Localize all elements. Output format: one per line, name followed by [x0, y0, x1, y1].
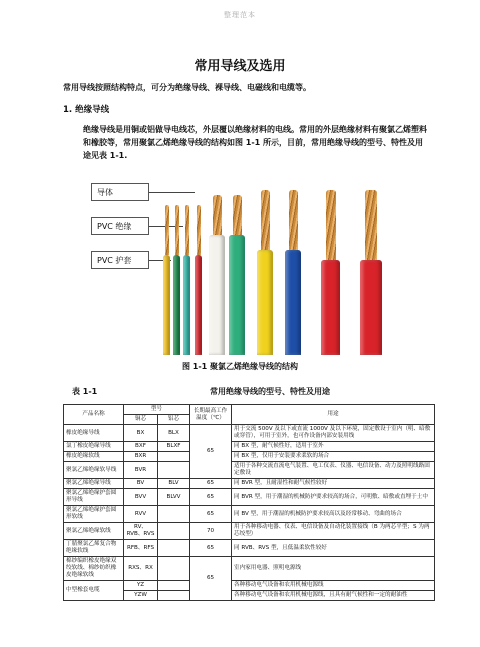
copper-conductor — [365, 190, 377, 260]
cable-sheath — [257, 250, 273, 355]
cell-copper: YZ — [124, 581, 158, 591]
cable-sheath — [285, 250, 301, 355]
page-title: 常用导线及选用 — [194, 59, 286, 74]
table-row — [64, 462, 435, 479]
header-aluminum: 铝芯 — [158, 415, 190, 425]
cell-name: 聚氯乙烯绝缘软导线 — [64, 462, 124, 479]
cell-copper: BXR — [124, 452, 158, 462]
copper-conductor — [233, 195, 242, 235]
cell-name: 氯丁橡皮绝缘导线 — [64, 442, 124, 452]
callout-pvc-sheath: PVC 护套 — [91, 251, 149, 269]
cell-copper: YZW — [124, 591, 158, 601]
table-title: 常用绝缘导线的型号、特性及用途 — [210, 387, 330, 396]
cable-sheath — [163, 255, 170, 355]
table-row — [64, 523, 435, 540]
cell-usage: 适用于各种交流直流电气装置、电工仪表、仪器、电信设备、动力及照明线路固定敷设 — [232, 462, 435, 479]
cell-temp: 65 — [190, 425, 232, 479]
copper-conductor — [213, 195, 222, 235]
section-paragraph: 绝缘导线是用铜或铝做导电线芯，外层覆以绝缘材料的电线。常用的外层绝缘材料有聚氯乙烯塑料和橡胶等，常用聚氯乙烯绝缘导线的结构如图 1-1 所示，目前，常用绝缘导线的型号、特性及用途见表 1-1. — [83, 125, 427, 160]
cell-aluminum — [158, 462, 190, 479]
cell-copper: BXF — [124, 442, 158, 452]
cell-usage: 同 BV 型，用于潮湿的机械防护要求较高以及经常移动、弯曲的场合 — [232, 506, 435, 523]
table-row — [64, 506, 435, 523]
table-row — [64, 557, 435, 581]
cell-aluminum — [158, 581, 190, 591]
cell-usage: 用于各种移动电器、仪表、电信设备及自动化装置接线（B 为两芯平型；S 为两芯绞型） — [232, 523, 435, 540]
cell-aluminum — [158, 540, 190, 557]
cell-copper: BVR — [124, 462, 158, 479]
cable-sheath — [195, 255, 202, 355]
header-copper: 铜芯 — [124, 415, 158, 425]
cell-copper: RVV — [124, 506, 158, 523]
cell-name: 聚氯乙烯绝缘导线 — [64, 479, 124, 489]
cell-temp: 70 — [190, 523, 232, 540]
callout-pvc-insulation: PVC 绝缘 — [91, 217, 149, 235]
cell-name: 聚氯乙烯绝缘护套圆形软线 — [64, 506, 124, 523]
header-name: 产品名称 — [64, 405, 124, 425]
table-row — [64, 489, 435, 506]
cell-temp: 65 — [190, 489, 232, 506]
cell-usage: 同 BX 型，仅用于安装要求柔软的场合 — [232, 452, 435, 462]
cell-name: 丁腈聚氯乙烯复合物绝缘软线 — [64, 540, 124, 557]
cell-name: 棉纱编织橡皮绝缘双绞软线、棉纱纺织橡皮绝缘软线 — [64, 557, 124, 581]
table-row — [64, 479, 435, 489]
copper-conductor — [261, 190, 270, 250]
cable-sheath — [321, 260, 340, 355]
cell-usage: 同 BVR 型，且耐湿性和耐气候性较好 — [232, 479, 435, 489]
cell-aluminum — [158, 452, 190, 462]
copper-conductor — [175, 205, 179, 255]
table-row — [64, 540, 435, 557]
copper-conductor — [326, 190, 336, 260]
cell-aluminum — [158, 506, 190, 523]
cable-sheath — [183, 255, 190, 355]
table-row — [64, 442, 435, 452]
cell-copper: BX — [124, 425, 158, 442]
callout-line — [149, 192, 195, 193]
cell-temp: 65 — [190, 557, 232, 601]
copper-conductor — [185, 205, 189, 255]
cable-sheath — [209, 235, 225, 355]
watermark: 整理范本 — [224, 11, 256, 19]
cell-usage: 各种移动电气设备和农用机械电源线，且具有耐气候性和一定的耐油性 — [232, 591, 435, 601]
cell-copper: RV、RVB、RVS — [124, 523, 158, 540]
cell-aluminum: BLV — [158, 479, 190, 489]
cell-copper: RFB、RFS — [124, 540, 158, 557]
cable-sheath — [360, 260, 382, 355]
section-heading: 1. 绝缘导线 — [63, 105, 110, 115]
cell-name: 中型橡套电缆 — [64, 581, 124, 601]
copper-conductor — [165, 205, 169, 255]
cell-temp: 65 — [190, 540, 232, 557]
cell-aluminum: BLXF — [158, 442, 190, 452]
table-row — [64, 452, 435, 462]
cell-usage: 各种移动电气设备和农用机械电源线 — [232, 581, 435, 591]
cell-name: 橡皮绝缘导线 — [64, 425, 124, 442]
copper-conductor — [289, 190, 298, 250]
cell-aluminum — [158, 591, 190, 601]
table-row — [64, 581, 435, 591]
cell-temp: 65 — [190, 479, 232, 489]
table-row — [64, 425, 435, 442]
cell-usage: 同 RVB、RVS 型，且低温柔软性较好 — [232, 540, 435, 557]
cell-name: 聚氯乙烯绝缘护套圆形导线 — [64, 489, 124, 506]
cell-copper: BV — [124, 479, 158, 489]
cell-copper: BVV — [124, 489, 158, 506]
cell-copper: RXS、RX — [124, 557, 158, 581]
cell-usage: 同 BVR 型，用于潮湿的机械防护要求较高的场合，可明敷、暗敷或直埋于土中 — [232, 489, 435, 506]
copper-conductor — [197, 205, 201, 255]
header-model: 型号 — [124, 405, 190, 415]
header-usage: 用途 — [232, 405, 435, 425]
figure-caption: 图 1-1 聚氯乙烯绝缘导线的结构 — [181, 362, 299, 371]
spec-table — [63, 404, 435, 601]
header-temp: 长期最高工作温度（℃） — [190, 405, 232, 425]
cell-usage: 室内家用电器、照明电源线 — [232, 557, 435, 581]
cell-temp: 65 — [190, 506, 232, 523]
cell-aluminum: BLVV — [158, 489, 190, 506]
callout-conductor: 导体 — [91, 183, 149, 201]
cell-aluminum — [158, 557, 190, 581]
cable-sheath — [173, 255, 180, 355]
cell-aluminum — [158, 523, 190, 540]
cell-usage: 同 BX 型，耐气候性好，适用于室外 — [232, 442, 435, 452]
cell-name: 橡皮绝缘软线 — [64, 452, 124, 462]
cable-structure-figure — [85, 165, 433, 355]
cell-name: 聚氯乙烯绝缘软线 — [64, 523, 124, 540]
cell-usage: 用于交流 500V 及以下或直流 1000V 及以下环境，固定敷设于室内（明、暗敷或穿管），可用于室外，也可作设备内部安装用线 — [232, 425, 435, 442]
intro-text: 常用导线按照结构特点，可分为绝缘导线、裸导线、电磁线和电缆等。 — [63, 83, 311, 92]
cable-sheath — [229, 235, 245, 355]
cell-aluminum: BLX — [158, 425, 190, 442]
table-label: 表 1-1 — [72, 387, 98, 396]
